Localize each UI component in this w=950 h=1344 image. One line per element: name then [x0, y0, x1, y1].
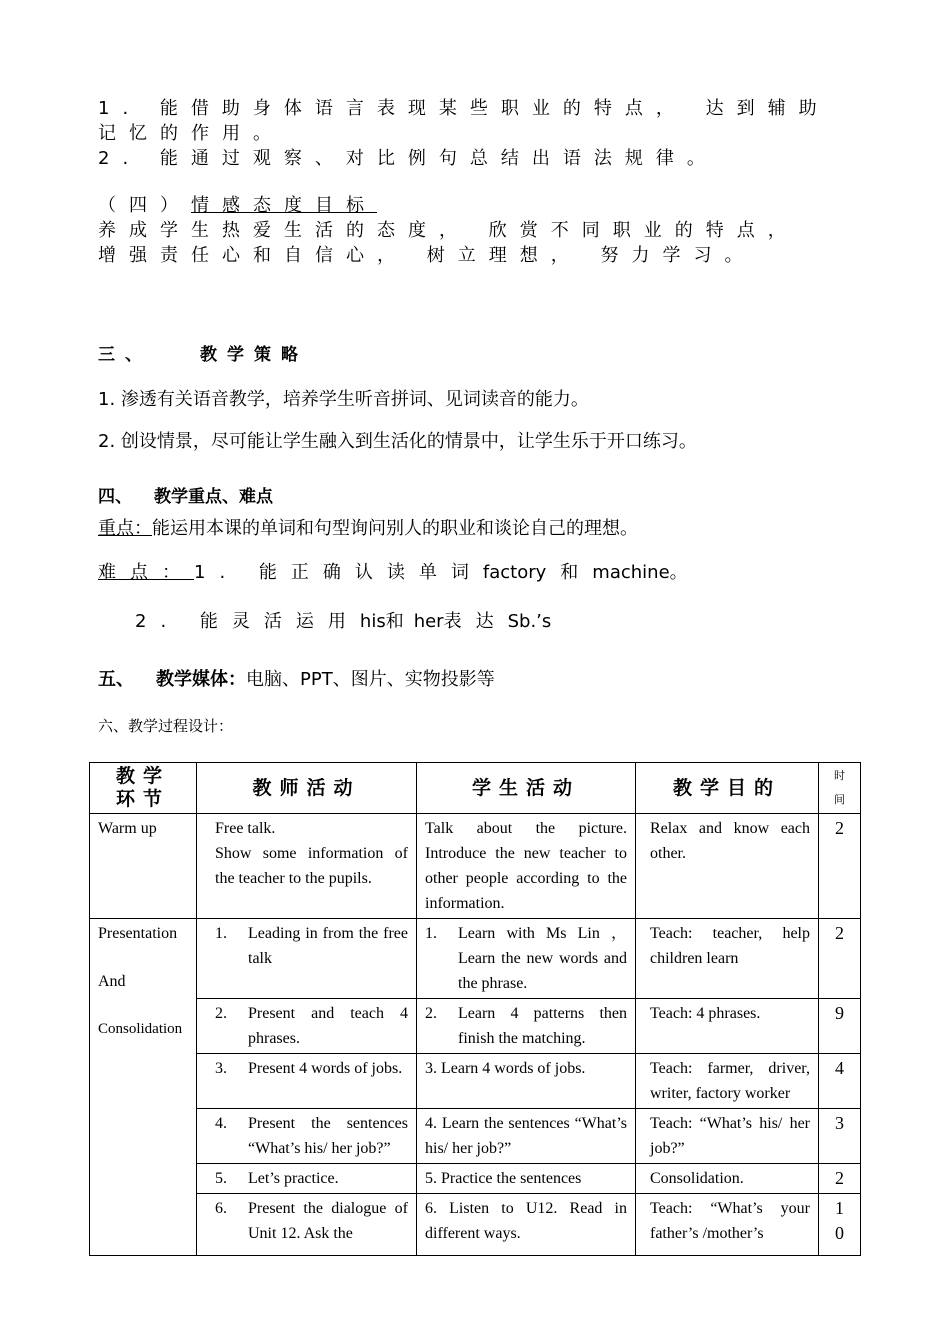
table-row: [90, 1054, 861, 1109]
keypoints-heading: [98, 485, 273, 509]
purpose-1: Teach: teacher, help children learn: [636, 919, 819, 999]
hard-point-1-prefix: 1. 能正确认读单词: [194, 562, 483, 583]
media-heading-label: 教学媒体：: [156, 669, 246, 690]
student-activity-4: 4. Learn the sentences “What’s his/ her job?”: [417, 1109, 636, 1164]
key-point-text: 能运用本课的单词和句型询问别人的职业和谈论自己的理想。: [152, 518, 638, 539]
teacher-activity-4: 4. Present the sentences “What’s his/ her job?”: [197, 1109, 417, 1164]
emotion-line-1: 养成学生热爱生活的态度， 欣赏不同职业的特点，: [98, 220, 799, 241]
strategy-item-1: 1. 渗透有关语音教学，培养学生听音拼词、见词读音的能力。: [98, 389, 589, 410]
media-heading-number: 五、: [98, 669, 134, 690]
table-row: [90, 999, 861, 1054]
teacher-activity-3: 3. Present 4 words of jobs.: [197, 1054, 417, 1109]
skill-line-1b: 记忆的作用。: [98, 123, 284, 144]
hard-point-2-word-2: her: [413, 611, 444, 632]
teacher-activity-2: 2. Present and teach 4 phrases.: [197, 999, 417, 1054]
hard-point-1-and: 和: [560, 562, 579, 583]
keypoints-heading-text: 教学重点、难点: [154, 487, 273, 507]
table-row: [90, 1109, 861, 1164]
student-activity-6: 6. Listen to U12. Read in different ways.: [417, 1194, 636, 1256]
time-4: 3: [819, 1109, 861, 1164]
teacher-activity-6: 6. Present the dialogue of Unit 12. Ask the: [197, 1194, 417, 1256]
table-header-row: [90, 763, 861, 814]
skill-line-1a: 1. 能借助身体语言表现某些职业的特点， 达到辅助: [98, 98, 830, 119]
hard-point-2-word-3: Sb.’s: [507, 611, 552, 632]
purpose-5: Consolidation.: [636, 1164, 819, 1194]
header-stage: 教学 环节: [90, 763, 197, 814]
header-student-activity: 学生活动: [417, 763, 636, 814]
warmup-purpose: Relax and know each other.: [636, 814, 819, 919]
purpose-4: Teach: “What’s his/ her job?”: [636, 1109, 819, 1164]
process-table: [89, 762, 861, 1256]
time-6: 1 0: [819, 1194, 861, 1256]
table-row: [90, 1164, 861, 1194]
process-title: 六、教学过程设计：: [98, 717, 234, 735]
teacher-activity-1: 1. Leading in from the free talk: [197, 919, 417, 999]
hard-point-line-1: [98, 561, 688, 585]
header-purpose: 教学目的: [636, 763, 819, 814]
warmup-stage: Warm up: [90, 814, 197, 919]
hard-point-2-and: 和: [385, 611, 404, 632]
hard-point-line-2: [135, 610, 551, 634]
keypoints-heading-number: 四、: [98, 487, 132, 507]
hard-point-2-post: 表达: [443, 611, 508, 632]
emotion-heading-text: 情感态度目标: [191, 195, 377, 216]
purpose-2: Teach: 4 phrases.: [636, 999, 819, 1054]
purpose-3: Teach: farmer, driver, writer, factory worker: [636, 1054, 819, 1109]
student-activity-5: 5. Practice the sentences: [417, 1164, 636, 1194]
table-row: [90, 814, 861, 919]
hard-point-label: 难点：: [98, 562, 194, 583]
student-activity-1: 1. Learn with Ms Lin ，Learn the new words and the phrase.: [417, 919, 636, 999]
key-point-label: 重点：: [98, 518, 152, 539]
hard-point-2-prefix: 2. 能灵活运用: [135, 611, 360, 632]
time-2: 9: [819, 999, 861, 1054]
student-activity-2: 2. Learn 4 patterns then finish the matching.: [417, 999, 636, 1054]
skill-line-2: 2. 能通过观察、对比例句总结出语法规律。: [98, 148, 718, 169]
hard-point-2-word-1: his: [359, 611, 386, 632]
time-1: 2: [819, 919, 861, 999]
student-activity-3: 3. Learn 4 words of jobs.: [417, 1054, 636, 1109]
warmup-teacher: Free talk. Show some information of the teacher to the pupils.: [197, 814, 417, 919]
table-row: [90, 1194, 861, 1256]
media-heading-text: 电脑、PPT、图片、实物投影等: [246, 669, 495, 690]
media-line: [98, 668, 495, 692]
warmup-time: 2: [819, 814, 861, 919]
teacher-activity-5: 5. Let’s practice.: [197, 1164, 417, 1194]
strategy-heading-text: 教学策略: [200, 345, 308, 365]
emotion-heading-number: （四）: [98, 195, 191, 216]
warmup-student: Talk about the picture. Introduce the new teacher to other people according to the information.: [417, 814, 636, 919]
presentation-stage: Presentation And Consolidation: [90, 919, 197, 1256]
strategy-heading-number: 三、: [98, 345, 152, 365]
strategy-heading: [98, 343, 308, 367]
table-row: [90, 919, 861, 999]
emotion-line-2: 增强责任心和自信心， 树立理想， 努力学习。: [98, 245, 756, 266]
emotion-heading: [98, 194, 377, 218]
hard-point-1-word-1: factory: [482, 562, 547, 583]
purpose-6: Teach: “What’s your father’s /mother’s: [636, 1194, 819, 1256]
time-5: 2: [819, 1164, 861, 1194]
strategy-item-2: 2. 创设情景，尽可能让学生融入到生活化的情景中，让学生乐于开口练习。: [98, 431, 697, 452]
header-time: 时 间: [819, 763, 861, 814]
key-point-line: [98, 517, 638, 541]
time-3: 4: [819, 1054, 861, 1109]
header-teacher-activity: 教师活动: [197, 763, 417, 814]
hard-point-1-word-2: machine。: [592, 562, 688, 583]
